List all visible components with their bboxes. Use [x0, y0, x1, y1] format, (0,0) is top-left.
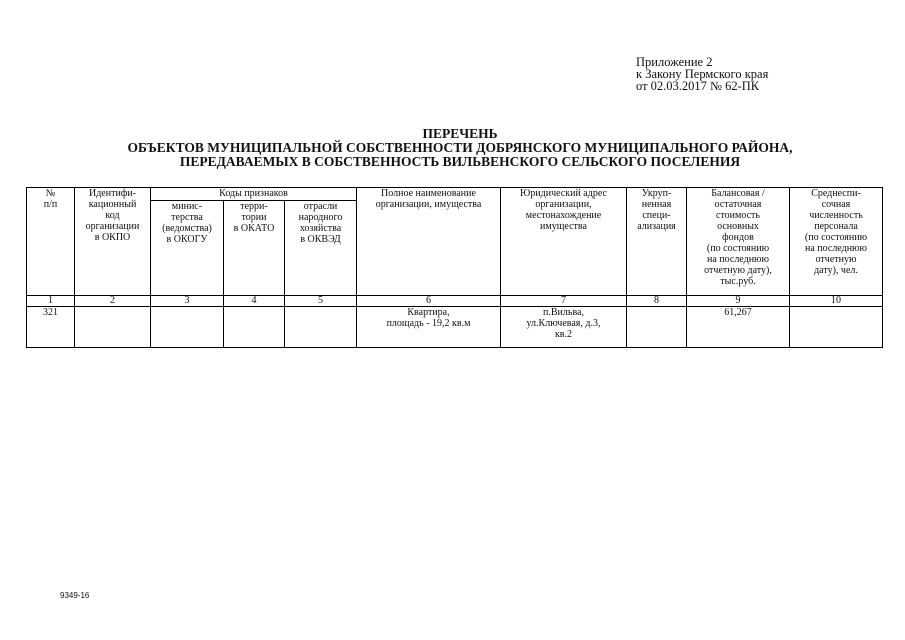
- header-okpo: Идентифи- кационный код организации в ОКПО: [75, 188, 151, 296]
- cell-okpo: [75, 307, 151, 348]
- cell-okato: [224, 307, 285, 348]
- column-number-row: [27, 296, 883, 307]
- cell-okogu: [151, 307, 224, 348]
- header-row-1: [27, 188, 883, 201]
- header-num: № п/п: [27, 188, 75, 296]
- header-okogu: минис- терства (ведомства) в ОКОГУ: [151, 201, 224, 296]
- title-line-3: ПЕРЕДАВАЕМЫХ В СОБСТВЕННОСТЬ ВИЛЬВЕНСКОГО СЕЛЬСКОГО ПОСЕЛЕНИЯ: [179, 154, 741, 169]
- cell-okved: [285, 307, 357, 348]
- column-number: 8: [627, 296, 687, 307]
- header-codes: Коды признаков: [151, 188, 357, 201]
- cell-num: 321: [27, 307, 75, 348]
- cell-address: п.Вильва, ул.Ключевая, д.3, кв.2: [501, 307, 627, 348]
- column-number: 1: [27, 296, 75, 307]
- document-title: [60, 127, 860, 169]
- appendix-line-3: от 02.03.2017 № 62-ПК: [636, 79, 760, 93]
- appendix-reference: [636, 56, 768, 92]
- column-number: 2: [75, 296, 151, 307]
- column-number: 7: [501, 296, 627, 307]
- header-name: Полное наименование организации, имущества: [357, 188, 501, 296]
- appendix-line-2: к Закону Пермского края: [636, 67, 769, 81]
- cell-staff: [790, 307, 883, 348]
- property-table: [26, 187, 883, 348]
- column-number: 9: [687, 296, 790, 307]
- header-okato: терри- тории в ОКАТО: [224, 201, 285, 296]
- header-okved: отрасли народного хозяйства в ОКВЭД: [285, 201, 357, 296]
- table-row: [27, 307, 883, 348]
- title-line-1: ПЕРЕЧЕНЬ: [422, 126, 498, 141]
- column-number: 3: [151, 296, 224, 307]
- column-number: 4: [224, 296, 285, 307]
- column-number: 5: [285, 296, 357, 307]
- column-number: 10: [790, 296, 883, 307]
- cell-specialization: [627, 307, 687, 348]
- header-balance: Балансовая / остаточная стоимость основных фондов (по состоянию на последнюю отчетную дату), тыс.руб.: [687, 188, 790, 296]
- appendix-line-1: Приложение 2: [636, 55, 713, 69]
- header-staff: Среднеспи- сочная численность персонала (по состоянию на последнюю отчетную дату), чел.: [790, 188, 883, 296]
- title-line-2: ОБЪЕКТОВ МУНИЦИПАЛЬНОЙ СОБСТВЕННОСТИ ДОБРЯНСКОГО МУНИЦИПАЛЬНОГО РАЙОНА,: [127, 140, 793, 155]
- cell-balance: 61,267: [687, 307, 790, 348]
- column-number: 6: [357, 296, 501, 307]
- header-address: Юридический адрес организации, местонахождение имущества: [501, 188, 627, 296]
- cell-name: Квартира, площадь - 19,2 кв.м: [357, 307, 501, 348]
- footer-code: 9349-16: [60, 591, 90, 600]
- header-specialization: Укруп- ненная специ- ализация: [627, 188, 687, 296]
